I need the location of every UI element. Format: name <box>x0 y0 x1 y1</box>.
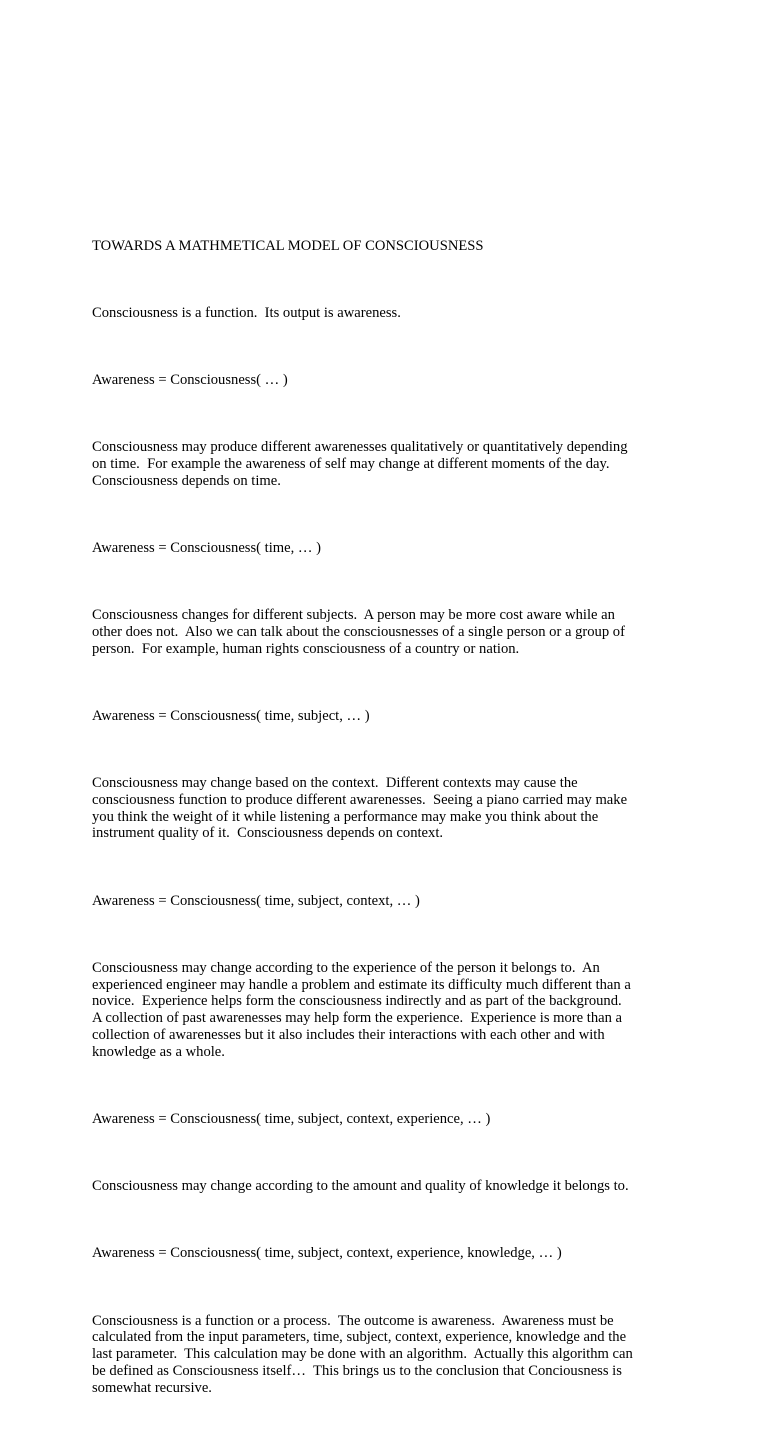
document-body <box>92 204 682 1447</box>
formula-4: Awareness = Consciousness( time, subject, context, … ) <box>92 892 420 909</box>
paragraph-7: Consciousness is a function or a process. The outcome is awareness. Awareness must be calculated from the input parameters, time, subject, context, experience, knowledge and the last parameter. This calculation may be done with an algorithm. Actually this algorithm can be defined as Consciousness itself… This brings us to the conclusion that Conciousness is somewhat recursive. <box>92 1312 633 1396</box>
formula-5: Awareness = Consciousness( time, subject, context, experience, … ) <box>92 1111 491 1128</box>
paragraph-3: Consciousness changes for different subjects. A person may be more cost aware while an other does not. Also we can talk about the consciousnesses of a single person or a group of person. For example, human rights consciousness of a country or nation. <box>92 607 625 657</box>
paragraph-4: Consciousness may change based on the context. Different contexts may cause the consciousness function to produce different awarenesses. Seeing a piano carried may make you think the weight of it while listening a performance may make you think about the instrument quality of it. Consciousness depends on context. <box>92 775 628 842</box>
formula-2: Awareness = Consciousness( time, … ) <box>92 539 322 556</box>
formula-3: Awareness = Consciousness( time, subject, … ) <box>92 707 370 724</box>
paragraph-2: Consciousness may produce different awarenesses qualitatively or quantitatively depending on time. For example the awareness of self may change at different moments of the day. Consciousness depends on time. <box>92 439 628 489</box>
formula-1: Awareness = Consciousness( … ) <box>92 371 288 388</box>
paragraph-5: Consciousness may change according to the experience of the person it belongs to. An experienced engineer may handle a problem and estimate its difficulty much different than a novice. Experience helps form the consciousness indirectly and as part of the background. A collection of past awarenesses may help form the experience. Experience is more than a collection of awarenesses but it also includes their interactions with each other and with knowledge as a whole. <box>92 959 631 1060</box>
paragraph-6: Consciousness may change according to the amount and quality of knowledge it belongs to. <box>92 1178 629 1195</box>
paragraph-1: Consciousness is a function. Its output is awareness. <box>92 304 401 321</box>
formula-6: Awareness = Consciousness( time, subject, context, experience, knowledge, … ) <box>92 1245 562 1262</box>
document-title: TOWARDS A MATHMETICAL MODEL OF CONSCIOUSNESS <box>92 237 484 254</box>
